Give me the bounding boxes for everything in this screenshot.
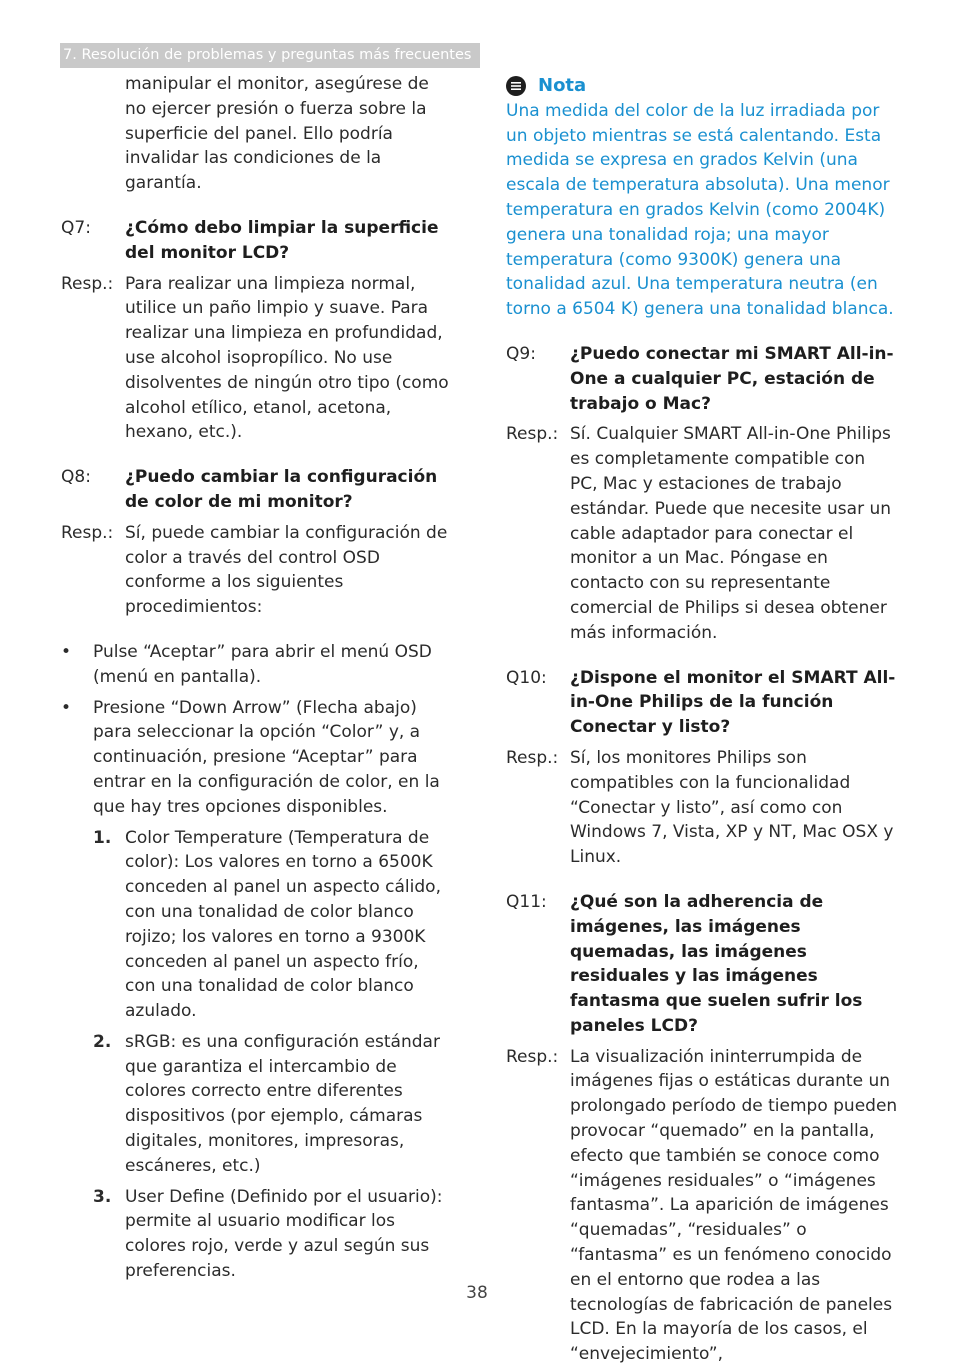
question-q9 — [506, 342, 898, 416]
question-q11 — [506, 890, 898, 1039]
question-label: Q7: — [61, 217, 91, 238]
question-text: ¿Dispone el monitor el SMART All-in-One Philips de la función Conectar y listo? — [570, 667, 896, 738]
numbered-item — [93, 1185, 453, 1284]
question-label: Q9: — [506, 343, 536, 364]
item-text: Color Temperature (Temperatura de color): Los valores en torno a 6500K conceden al panel un aspecto cálido, con una tonalidad de color blanco rojizo; los valores en torno a 9300K conceden al panel un aspecto frío, con una tonalidad de color blanco azulado. — [125, 827, 441, 1022]
question-q10 — [506, 666, 898, 740]
answer-q9 — [506, 422, 898, 645]
answer-label: Resp.: — [506, 1046, 559, 1067]
question-label: Q11: — [506, 891, 547, 912]
question-text: ¿Cómo debo limpiar la superficie del monitor LCD? — [125, 217, 439, 263]
answer-label: Resp.: — [61, 522, 114, 543]
answer-label: Resp.: — [61, 273, 114, 294]
answer-text: La visualización ininterrumpida de imágenes fijas o estáticas durante un prolongado período de tiempo pueden provocar “quemado” en la pantalla, efecto que también se conoce como “imágenes residuales” o “imágenes fantasma”. La aparición de imágenes “quemadas”, “residuales” o “fantasma” es un fenómeno conocido en el entorno que rodea a las tecnologías de fabricación de paneles LCD. En la mayoría de los casos, el “envejecimiento”, — [570, 1046, 898, 1365]
answer-text: Sí, puede cambiar la configuración de color a través del control OSD conforme a los siguientes procedimientos: — [125, 522, 448, 618]
item-text: sRGB: es una configuración estándar que garantiza el intercambio de colores correcto entre diferentes dispositivos (por ejemplo, cámaras digitales, monitores, impresoras, escáneres, etc.) — [125, 1031, 440, 1176]
item-number: 3. — [93, 1186, 112, 1207]
note-title: Nota — [538, 75, 587, 96]
section-header: 7. Resolución de problemas y preguntas más frecuentes — [60, 43, 480, 68]
question-q7 — [61, 216, 453, 266]
question-text: ¿Qué son la adherencia de imágenes, las imágenes quemadas, las imágenes residuales y las imágenes fantasma que suelen sufrir los paneles LCD? — [570, 891, 863, 1036]
answer-q8 — [61, 521, 453, 620]
answer-text: Sí. Cualquier SMART All-in-One Philips es completamente compatible con PC, Mac y estaciones de trabajo estándar. Puede que necesite usar un cable adaptador para conectar el monitor a un Mac. Póngase en contacto con su representante comercial de Philips si desea obtener más información. — [570, 424, 892, 643]
bullet-dot-icon: • — [61, 641, 72, 662]
answer-text: Sí, los monitores Philips son compatibles con la funcionalidad “Conectar y listo”, así como con Windows 7, Vista, XP y NT, Mac OSX y Linux. — [570, 747, 894, 868]
note-box — [506, 74, 898, 322]
right-column — [506, 72, 898, 1367]
question-text: ¿Puedo cambiar la configuración de color de mi monitor? — [125, 467, 438, 512]
note-dash-icon — [506, 76, 526, 96]
bullet-item — [61, 640, 453, 690]
page-number: 38 — [466, 1283, 488, 1303]
left-column — [61, 72, 453, 1284]
numbered-item — [93, 1030, 453, 1179]
question-text: ¿Puedo conectar mi SMART All-in-One a cualquier PC, estación de trabajo o Mac? — [570, 343, 894, 414]
numbered-item — [93, 826, 453, 1024]
answer-q11 — [506, 1045, 898, 1367]
bullet-text: Pulse “Aceptar” para abrir el menú OSD (menú en pantalla). — [93, 641, 432, 687]
answer-label: Resp.: — [506, 747, 559, 768]
bullet-dot-icon: • — [61, 697, 72, 718]
item-number: 2. — [93, 1031, 112, 1052]
continuation-text: manipular el monitor, asegúrese de no ejercer presión o fuerza sobre la superficie del panel. Ello podría invalidar las condiciones de la garantía. — [125, 74, 429, 194]
question-label: Q8: — [61, 467, 91, 488]
item-number: 1. — [93, 827, 112, 848]
item-text: User Define (Definido por el usuario): permite al usuario modificar los colores rojo, verde y azul según sus preferencias. — [125, 1186, 443, 1282]
answer-label: Resp.: — [506, 424, 559, 445]
question-label: Q10: — [506, 667, 547, 688]
answer-q7 — [61, 272, 453, 446]
bullet-item — [61, 696, 453, 820]
answer-text: Para realizar una limpieza normal, utilice un paño limpio y suave. Para realizar una limpieza en profundidad, use alcohol isopropílico. No use disolventes de ningún otro tipo (como alcohol etílico, etanol, acetona, hexano, etc.). — [125, 273, 449, 443]
bullet-text: Presione “Down Arrow” (Flecha abajo) para seleccionar la opción “Color” y, a continuación, presione “Aceptar” para entrar en la configuración de color, en la que hay tres opciones disponibles. — [93, 697, 440, 817]
note-header — [506, 74, 898, 99]
answer-q10 — [506, 746, 898, 870]
question-q8 — [61, 465, 453, 515]
note-text: Una medida del color de la luz irradiada por un objeto mientras se está calentando. Esta medida se expresa en grados Kelvin (una escala de temperatura absoluta). Una menor temperatura en grados Kelvin (como 2004K) genera una tonalidad roja; una mayor temperatura (como 9300K) genera una tonalidad azul. Una temperatura neutra (en torno a 6504 K) genera una tonalidad blanca. — [506, 100, 894, 320]
